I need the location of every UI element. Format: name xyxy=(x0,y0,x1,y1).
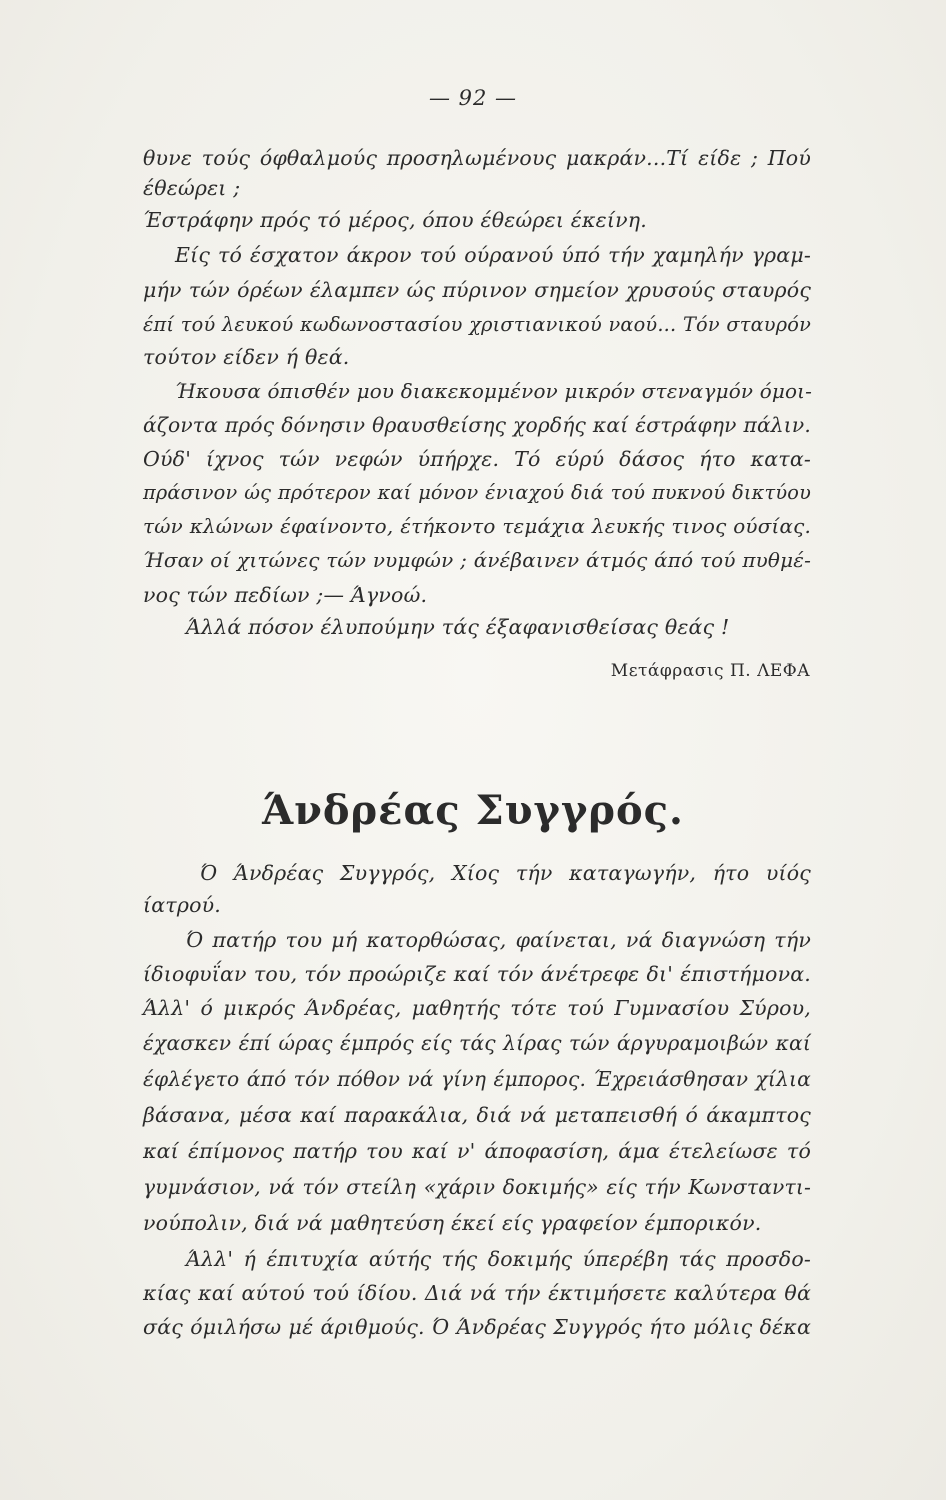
text-line: ίδιοφυΐαν του, τόν προώριζε καί τόν άνέτρεφε δι' έπιστήμονα. xyxy=(143,962,811,986)
text-line: καί έπίμονος πατήρ του καί ν' άποφασίση, άμα έτελείωσε τό xyxy=(143,1139,811,1163)
text-line: Ό Άνδρέας Συγγρός, Χίος τήν καταγωγήν, ήτο υίός xyxy=(200,861,811,885)
text-line: Ούδ' ίχνος τών νεφών ύπήρχε. Τό εύρύ δάσος ήτο κατα- xyxy=(143,447,811,471)
text-line: Ό πατήρ του μή κατορθώσας, φαίνεται, νά διαγνώση τήν xyxy=(186,928,811,952)
text-line: έθεώρει ; xyxy=(143,176,241,200)
page-number: — 92 — xyxy=(428,86,518,110)
text-line: έπί τού λευκού κωδωνοστασίου χριστιανικού ναού... Τόν σταυρόν xyxy=(143,313,811,336)
text-line: Έστράφην πρός τό μέρος, όπου έθεώρει έκείνη. xyxy=(143,208,647,232)
text-line: βάσανα, μέσα καί παρακάλια, διά νά μεταπεισθή ό άκαμπτος xyxy=(143,1103,811,1127)
text-line: τών κλώνων έφαίνοντο, έτήκοντο τεμάχια λευκής τινος ούσίας. xyxy=(143,515,811,538)
text-line: νούπολιν, διά νά μαθητεύση έκεί είς γραφείον έμπορικόν. xyxy=(143,1211,762,1235)
translator-signature: Μετάφρασις Π. ΛΕΦΑ xyxy=(610,661,810,681)
text-line: έχασκεν έπί ώρας έμπρός είς τάς λίρας τών άργυραμοιβών καί xyxy=(143,1031,811,1055)
text-line: κίας καί αύτού τού ίδίου. Διά νά τήν έκτιμήσετε καλύτερα θά xyxy=(143,1281,811,1305)
text-line: νος τών πεδίων ;— Άγνοώ. xyxy=(143,583,428,607)
text-line: πράσινον ώς πρότερον καί μόνον ένιαχού διά τού πυκνού δικτύου xyxy=(143,481,811,504)
text-line: θυνε τούς όφθαλμούς προσηλωμένους μακράν...Τί είδε ; Πού xyxy=(143,146,811,170)
section-heading: Άνδρέας Συγγρός. xyxy=(262,787,684,834)
text-line: Είς τό έσχατον άκρον τού ούρανού ύπό τήν χαμηλήν γραμ- xyxy=(175,243,811,267)
text-line: μήν τών όρέων έλαμπεν ώς πύρινον σημείον χρυσούς σταυρός xyxy=(143,278,811,302)
text-line: Άλλ' ό μικρός Άνδρέας, μαθητής τότε τού Γυμνασίου Σύρου, xyxy=(143,996,811,1020)
text-line: έφλέγετο άπό τόν πόθον νά γίνη έμπορος. Έχρειάσθησαν χίλια xyxy=(143,1067,811,1091)
text-line: Άλλ' ή έπιτυχία αύτής τής δοκιμής ύπερέβη τάς προσδο- xyxy=(186,1247,811,1271)
text-line: Ήκουσα όπισθέν μου διακεκομμένον μικρόν στεναγμόν όμοι- xyxy=(175,380,813,403)
text-line: άζοντα πρός δόνησιν θραυσθείσης χορδής καί έστράφην πάλιν. xyxy=(143,413,811,437)
text-line: ίατρού. xyxy=(143,893,221,917)
text-line: σάς όμιλήσω μέ άριθμούς. Ό Άνδρέας Συγγρός ήτο μόλις δέκα xyxy=(143,1315,811,1339)
text-line: Ήσαν οί χιτώνες τών νυμφών ; άνέβαινεν άτμός άπό τού πυθμέ- xyxy=(143,549,811,572)
text-line: γυμνάσιον, νά τόν στείλη «χάριν δοκιμής» είς τήν Κωνσταντι- xyxy=(143,1175,811,1199)
text-line: τούτον είδεν ή θεά. xyxy=(143,345,350,369)
text-line: Άλλά πόσον έλυπούμην τάς έξαφανισθείσας θεάς ! xyxy=(186,615,730,639)
